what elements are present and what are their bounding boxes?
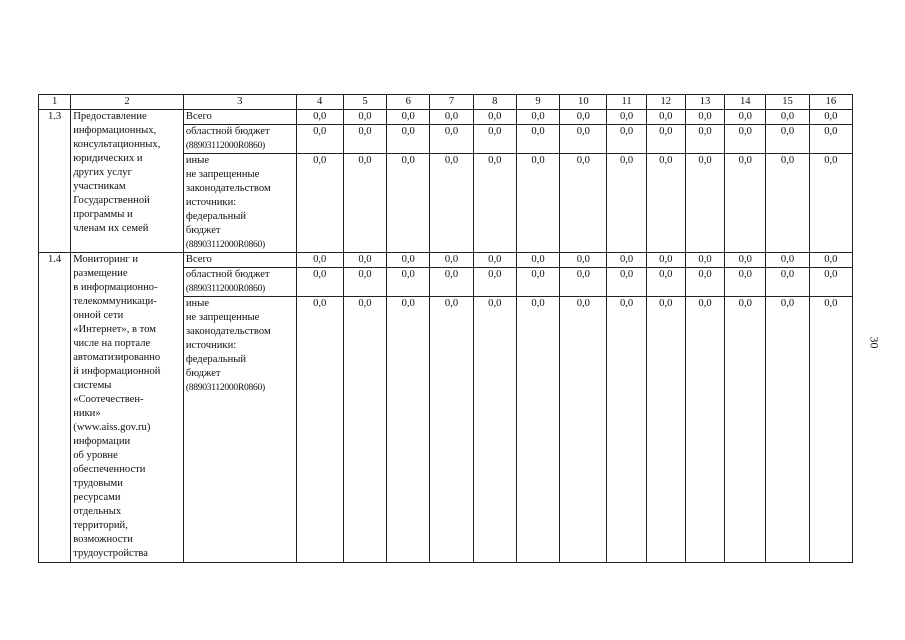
column-header: 2 — [71, 95, 184, 110]
funding-source-line: не запрещенные — [185, 169, 260, 180]
funding-source — [183, 154, 296, 253]
value-cell: 0,0 — [516, 125, 559, 154]
event-name-line: размещение — [73, 268, 128, 279]
event-name-line: ресурсами — [73, 492, 121, 503]
event-name-line: «Интернет», в том — [73, 324, 156, 335]
event-name-line: обеспеченности — [73, 464, 146, 475]
funding-source — [183, 268, 296, 297]
value-cell: 0,0 — [685, 253, 724, 268]
column-header: 12 — [646, 95, 685, 110]
value-cell: 0,0 — [473, 268, 516, 297]
value-cell: 0,0 — [646, 110, 685, 125]
funding-source-line: (88903112000R0860) — [185, 239, 265, 250]
event-name-line: Предоставление — [73, 111, 147, 122]
event-name-line: Государственной — [73, 195, 150, 206]
value-cell: 0,0 — [430, 154, 473, 253]
column-header: 7 — [430, 95, 473, 110]
value-cell: 0,0 — [809, 154, 852, 253]
event-name-line: «Соотечествен- — [73, 394, 144, 405]
value-cell: 0,0 — [646, 154, 685, 253]
funding-source-line: (88903112000R0860) — [185, 283, 265, 294]
funding-source-line: Всего — [185, 254, 212, 265]
column-header: 11 — [607, 95, 646, 110]
event-name-line: консультационных, — [73, 139, 161, 150]
value-cell: 0,0 — [516, 110, 559, 125]
column-header: 9 — [516, 95, 559, 110]
event-name-line: участникам — [73, 181, 126, 192]
column-header: 14 — [725, 95, 766, 110]
event-name-line: телекоммуникаци- — [73, 296, 157, 307]
value-cell: 0,0 — [766, 253, 809, 268]
column-header: 16 — [809, 95, 852, 110]
value-cell: 0,0 — [607, 154, 646, 253]
value-cell: 0,0 — [296, 125, 343, 154]
value-cell: 0,0 — [725, 154, 766, 253]
row-number: 1.4 — [39, 253, 71, 563]
column-header: 6 — [387, 95, 430, 110]
event-name — [71, 110, 184, 253]
value-cell: 0,0 — [646, 125, 685, 154]
value-cell: 0,0 — [809, 253, 852, 268]
column-header: 10 — [560, 95, 607, 110]
value-cell: 0,0 — [685, 125, 724, 154]
value-cell: 0,0 — [560, 125, 607, 154]
funding-source-line: областной бюджет — [185, 126, 270, 137]
value-cell: 0,0 — [387, 154, 430, 253]
value-cell: 0,0 — [766, 297, 809, 563]
funding-source-line: (88903112000R0860) — [185, 140, 265, 151]
value-cell: 0,0 — [607, 297, 646, 563]
value-cell: 0,0 — [607, 268, 646, 297]
value-cell: 0,0 — [473, 154, 516, 253]
event-name-line: членам их семей — [73, 223, 149, 234]
value-cell: 0,0 — [560, 268, 607, 297]
value-cell: 0,0 — [473, 253, 516, 268]
value-cell: 0,0 — [725, 110, 766, 125]
value-cell: 0,0 — [430, 297, 473, 563]
funding-source-line: иные — [185, 155, 210, 166]
value-cell: 0,0 — [343, 125, 386, 154]
event-name-line: ники» — [73, 408, 101, 419]
value-cell: 0,0 — [473, 297, 516, 563]
column-header: 8 — [473, 95, 516, 110]
value-cell: 0,0 — [430, 268, 473, 297]
column-header: 4 — [296, 95, 343, 110]
value-cell: 0,0 — [387, 125, 430, 154]
value-cell: 0,0 — [516, 253, 559, 268]
value-cell: 0,0 — [516, 154, 559, 253]
funding-source-line: не запрещенные — [185, 312, 260, 323]
value-cell: 0,0 — [646, 297, 685, 563]
event-name-line: трудоустройства — [73, 548, 148, 559]
funding-source-line: бюджет — [185, 368, 221, 379]
value-cell: 0,0 — [516, 297, 559, 563]
value-cell: 0,0 — [725, 297, 766, 563]
event-name-line: трудовыми — [73, 478, 123, 489]
value-cell: 0,0 — [725, 125, 766, 154]
value-cell: 0,0 — [560, 154, 607, 253]
value-cell: 0,0 — [296, 154, 343, 253]
event-name-line: й информационной — [73, 366, 161, 377]
value-cell: 0,0 — [809, 125, 852, 154]
row-number: 1.3 — [39, 110, 71, 253]
funding-source-line: (88903112000R0860) — [185, 382, 265, 393]
value-cell: 0,0 — [809, 297, 852, 563]
funding-source-line: областной бюджет — [185, 269, 270, 280]
funding-source-line: федеральный — [185, 354, 247, 365]
header-row — [39, 95, 853, 110]
value-cell: 0,0 — [387, 253, 430, 268]
value-cell: 0,0 — [560, 297, 607, 563]
event-name-line: отдельных — [73, 506, 122, 517]
value-cell: 0,0 — [685, 297, 724, 563]
value-cell: 0,0 — [343, 154, 386, 253]
value-cell: 0,0 — [725, 253, 766, 268]
value-cell: 0,0 — [607, 253, 646, 268]
value-cell: 0,0 — [343, 110, 386, 125]
value-cell: 0,0 — [766, 125, 809, 154]
value-cell: 0,0 — [685, 110, 724, 125]
column-header: 3 — [183, 95, 296, 110]
value-cell: 0,0 — [473, 125, 516, 154]
value-cell: 0,0 — [725, 268, 766, 297]
funding-source-line: бюджет — [185, 225, 221, 236]
value-cell: 0,0 — [560, 110, 607, 125]
value-cell: 0,0 — [473, 110, 516, 125]
value-cell: 0,0 — [685, 154, 724, 253]
event-name-line: возможности — [73, 534, 133, 545]
funding-source — [183, 110, 296, 125]
event-name-line: числе на портале — [73, 338, 151, 349]
value-cell: 0,0 — [607, 110, 646, 125]
column-header: 5 — [343, 95, 386, 110]
funding-source-line: Всего — [185, 111, 212, 122]
funding-source-line: законодательством — [185, 326, 271, 337]
event-name-line: программы и — [73, 209, 133, 220]
value-cell: 0,0 — [296, 110, 343, 125]
value-cell: 0,0 — [430, 125, 473, 154]
value-cell: 0,0 — [766, 268, 809, 297]
funding-source — [183, 297, 296, 563]
funding-source-line: иные — [185, 298, 210, 309]
value-cell: 0,0 — [516, 268, 559, 297]
value-cell: 0,0 — [560, 253, 607, 268]
event-name-line: об уровне — [73, 450, 118, 461]
event-name-line: в информационно- — [73, 282, 158, 293]
value-cell: 0,0 — [430, 253, 473, 268]
table-row — [39, 253, 853, 268]
value-cell: 0,0 — [646, 253, 685, 268]
value-cell: 0,0 — [296, 297, 343, 563]
value-cell: 0,0 — [430, 110, 473, 125]
event-name-line: автоматизированно — [73, 352, 161, 363]
value-cell: 0,0 — [685, 268, 724, 297]
event-name-line: системы — [73, 380, 112, 391]
value-cell: 0,0 — [296, 253, 343, 268]
funding-source-line: источники: — [185, 197, 237, 208]
value-cell: 0,0 — [387, 268, 430, 297]
event-name-line: информации — [73, 436, 131, 447]
value-cell: 0,0 — [343, 268, 386, 297]
value-cell: 0,0 — [607, 125, 646, 154]
funding-source — [183, 253, 296, 268]
column-header: 15 — [766, 95, 809, 110]
value-cell: 0,0 — [387, 297, 430, 563]
value-cell: 0,0 — [809, 110, 852, 125]
event-name-line: юридических и — [73, 153, 143, 164]
event-name-line: территорий, — [73, 520, 128, 531]
value-cell: 0,0 — [343, 253, 386, 268]
event-name-line: информационных, — [73, 125, 157, 136]
funding-source — [183, 125, 296, 154]
funding-source-line: законодательством — [185, 183, 271, 194]
event-name — [71, 253, 184, 563]
event-name-line: Мониторинг и — [73, 254, 139, 265]
funding-source-line: источники: — [185, 340, 237, 351]
value-cell: 0,0 — [809, 268, 852, 297]
value-cell: 0,0 — [343, 297, 386, 563]
event-name-line: (www.aiss.gov.ru) — [73, 422, 151, 433]
page-number: 30 — [867, 336, 882, 349]
table-row — [39, 110, 853, 125]
value-cell: 0,0 — [766, 110, 809, 125]
column-header: 1 — [39, 95, 71, 110]
column-header: 13 — [685, 95, 724, 110]
value-cell: 0,0 — [387, 110, 430, 125]
event-name-line: онной сети — [73, 310, 124, 321]
funding-source-line: федеральный — [185, 211, 247, 222]
budget-table — [38, 94, 853, 563]
value-cell: 0,0 — [766, 154, 809, 253]
value-cell: 0,0 — [296, 268, 343, 297]
value-cell: 0,0 — [646, 268, 685, 297]
event-name-line: других услуг — [73, 167, 132, 178]
